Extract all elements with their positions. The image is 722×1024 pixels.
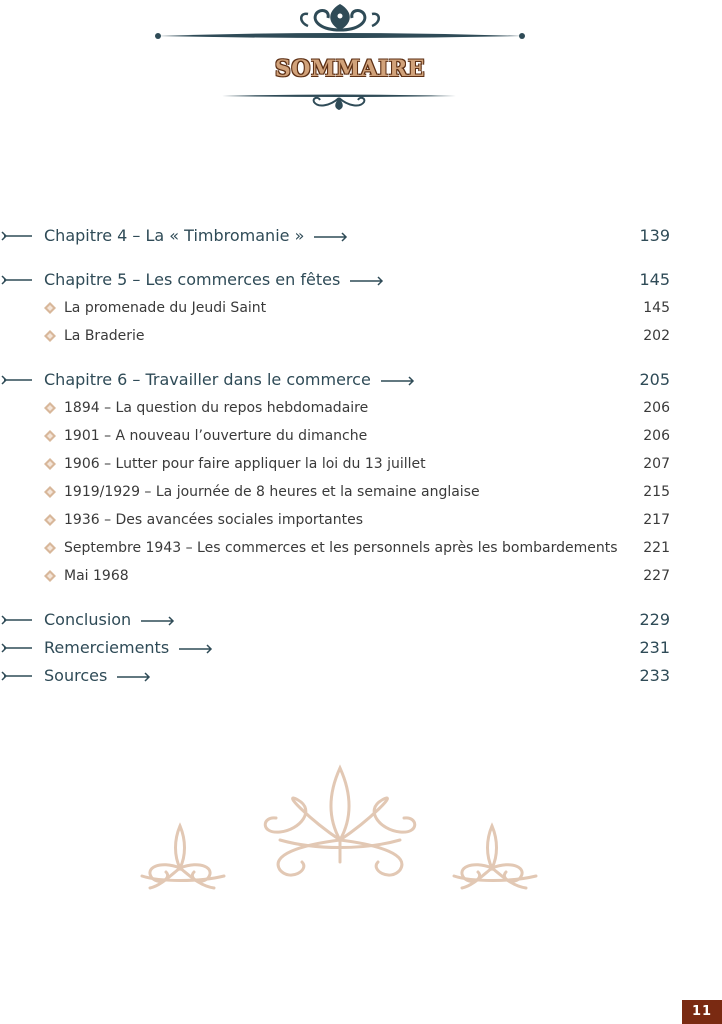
toc-chapter-label: Chapitre 5 – Les commerces en fêtes [44, 270, 341, 289]
toc-chapter-row[interactable] [0, 368, 722, 392]
diamond-bullet-icon [44, 514, 56, 526]
trail-arrow-icon [141, 616, 177, 626]
trail-arrow-icon [350, 276, 386, 286]
toc-chapter-row[interactable] [0, 268, 722, 292]
toc-section-row[interactable] [0, 424, 722, 448]
diamond-bullet-icon [44, 430, 56, 442]
diamond-bullet-icon [44, 330, 56, 342]
toc-page-number: 205 [639, 370, 670, 389]
toc-page-number: 217 [643, 512, 670, 528]
lead-arrow-icon [0, 615, 34, 625]
toc-page-number: 145 [643, 300, 670, 316]
diamond-bullet-icon [44, 542, 56, 554]
toc-page-number: 221 [643, 540, 670, 556]
lead-arrow-icon [0, 231, 34, 241]
toc-section-label: 1894 – La question du repos hebdomadaire [64, 400, 369, 416]
toc-section-label: Mai 1968 [64, 568, 129, 584]
footer-flourish-ornament-icon [130, 760, 550, 900]
trail-arrow-icon [179, 644, 215, 654]
toc-section-label: La Braderie [64, 328, 145, 344]
toc-section-label: 1906 – Lutter pour faire appliquer la loi du 13 juillet [64, 456, 426, 472]
diamond-bullet-icon [44, 570, 56, 582]
toc-page-number: 202 [643, 328, 670, 344]
lead-arrow-icon [0, 671, 34, 681]
trail-arrow-icon [314, 232, 350, 242]
toc-page-number: 231 [639, 638, 670, 657]
lead-arrow-icon [0, 375, 34, 385]
toc-page-number: 229 [639, 610, 670, 629]
toc-chapter-label: Chapitre 4 – La « Timbromanie » [44, 226, 305, 245]
toc-chapter-label: Chapitre 6 – Travailler dans le commerce [44, 370, 371, 389]
toc-section-row[interactable] [0, 564, 722, 588]
toc-section-row[interactable] [0, 324, 722, 348]
diamond-bullet-icon [44, 486, 56, 498]
toc-chapter-label: Remerciements [44, 638, 170, 657]
toc-page-number: 206 [643, 400, 670, 416]
toc-page-number: 206 [643, 428, 670, 444]
toc-section-row[interactable] [0, 480, 722, 504]
lead-arrow-icon [0, 275, 34, 285]
toc-chapter-label: Sources [44, 666, 108, 685]
toc-page-number: 139 [639, 226, 670, 245]
toc-section-row[interactable] [0, 508, 722, 532]
title-underline-ornament-icon [222, 86, 456, 112]
diamond-bullet-icon [44, 458, 56, 470]
trail-arrow-icon [381, 376, 417, 386]
toc-chapter-row[interactable] [0, 664, 722, 688]
toc-section-row[interactable] [0, 452, 722, 476]
toc-page-number: 215 [643, 484, 670, 500]
toc-page-number: 207 [643, 456, 670, 472]
diamond-bullet-icon [44, 302, 56, 314]
lead-arrow-icon [0, 643, 34, 653]
page-title: SOMMAIRE [274, 56, 426, 82]
toc-chapter-row[interactable] [0, 636, 722, 660]
toc-chapter-row[interactable] [0, 224, 722, 248]
toc-chapter-label: Conclusion [44, 610, 132, 629]
toc-section-label: La promenade du Jeudi Saint [64, 300, 267, 316]
trail-arrow-icon [117, 672, 153, 682]
toc-section-label: 1936 – Des avancées sociales importantes [64, 512, 363, 528]
toc-section-label: 1919/1929 – La journée de 8 heures et la semaine anglaise [64, 484, 480, 500]
toc-page-number: 233 [639, 666, 670, 685]
toc-chapter-row[interactable] [0, 608, 722, 632]
diamond-bullet-icon [44, 402, 56, 414]
toc-section-row[interactable] [0, 396, 722, 420]
toc-section-row[interactable] [0, 536, 722, 560]
toc-section-row[interactable] [0, 296, 722, 320]
page-number-badge: 11 [682, 1000, 722, 1024]
header-ornament-icon [150, 0, 530, 46]
toc-section-label: Septembre 1943 – Les commerces et les personnels après les bombardements [64, 540, 618, 556]
toc-page-number: 227 [643, 568, 670, 584]
toc-section-label: 1901 – A nouveau l’ouverture du dimanche [64, 428, 368, 444]
toc-page-number: 145 [639, 270, 670, 289]
